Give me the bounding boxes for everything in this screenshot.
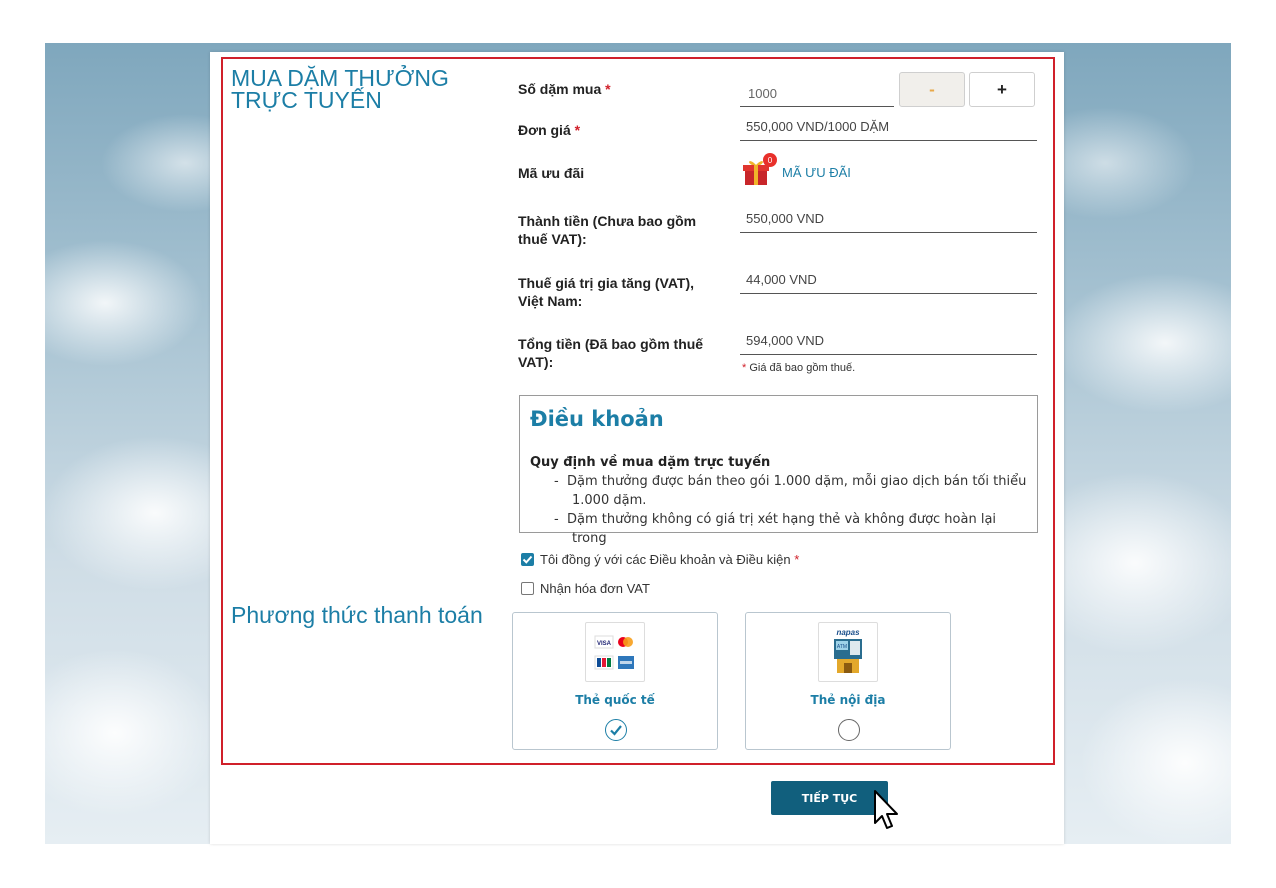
terms-item: - Dặm thưởng được bán theo gói 1.000 dặm, mỗi giao dịch bán tối thiểu 1.000 dặm. — [554, 474, 1027, 508]
vat-value: 44,000 VND — [740, 270, 1037, 294]
promo-label: Mã ưu đãi — [518, 165, 585, 181]
total-label: Tổng tiền (Đã bao gồm thuế VAT): — [518, 336, 704, 370]
continue-button[interactable]: TIẾP TỤC — [771, 781, 888, 815]
agree-terms-checkbox[interactable]: Tôi đồng ý với các Điều khoản và Điều kiện * — [521, 552, 799, 567]
vat-invoice-checkbox[interactable] — [521, 581, 650, 596]
promo-code-link[interactable] — [742, 156, 851, 188]
payment-title: Phương thức thanh toán — [231, 602, 483, 628]
napas-atm-icon — [818, 622, 878, 682]
payment-option-name: Thẻ nội địa — [810, 693, 886, 707]
unit-price-value: 550,000 VND/1000 DẶM — [740, 117, 1037, 141]
svg-text:ATM: ATM — [836, 644, 848, 650]
increase-button[interactable]: + — [969, 72, 1035, 107]
payment-option-name: Thẻ quốc tế — [575, 693, 655, 707]
subtotal-value: 550,000 VND — [740, 209, 1037, 233]
promo-count-badge: 0 — [763, 153, 777, 167]
sky-background — [45, 43, 1231, 844]
unit-price-label: Đơn giá * — [518, 122, 581, 138]
checkbox-unchecked-icon — [521, 582, 534, 595]
agree-terms-label: Tôi đồng ý với các Điều khoản và Điều kiện — [540, 552, 791, 567]
gift-icon — [742, 155, 773, 186]
page-title: MUA DẶM THƯỞNG TRỰC TUYẾN — [231, 65, 449, 113]
decrease-button[interactable]: - — [899, 72, 965, 107]
checkbox-checked-icon — [521, 553, 534, 566]
terms-subtitle: Quy định về mua dặm trực tuyến — [530, 455, 771, 470]
promo-link-text[interactable]: MÃ ƯU ĐÃI — [782, 164, 851, 180]
highlight-frame — [221, 57, 1055, 765]
radio-selected-icon[interactable] — [605, 719, 627, 741]
quantity-input[interactable] — [740, 81, 894, 107]
total-note: * Giá đã bao gồm thuế. — [742, 362, 856, 374]
mouse-pointer-icon — [872, 789, 904, 833]
purchase-panel — [210, 52, 1064, 844]
svg-text:napas: napas — [836, 628, 860, 637]
payment-option-domestic[interactable] — [745, 612, 951, 750]
terms-box[interactable] — [519, 395, 1038, 546]
quantity-label: Số dặm mua * — [518, 81, 611, 97]
vat-invoice-label: Nhận hóa đơn VAT — [540, 581, 650, 596]
payment-option-international[interactable] — [512, 612, 718, 750]
terms-item: - Dặm thưởng không có giá trị xét hạng thẻ và không được hoàn lại trong — [554, 512, 997, 546]
vat-label: Thuế giá trị gia tăng (VAT), Việt Nam: — [518, 275, 695, 309]
total-value: 594,000 VND — [740, 331, 1037, 355]
terms-title: Điều khoản — [530, 407, 664, 431]
svg-text:VISA: VISA — [596, 641, 612, 647]
intl-cards-icon — [585, 622, 645, 682]
radio-unselected-icon[interactable] — [838, 719, 860, 741]
subtotal-label: Thành tiền (Chưa bao gồm thuế VAT): — [518, 213, 697, 247]
